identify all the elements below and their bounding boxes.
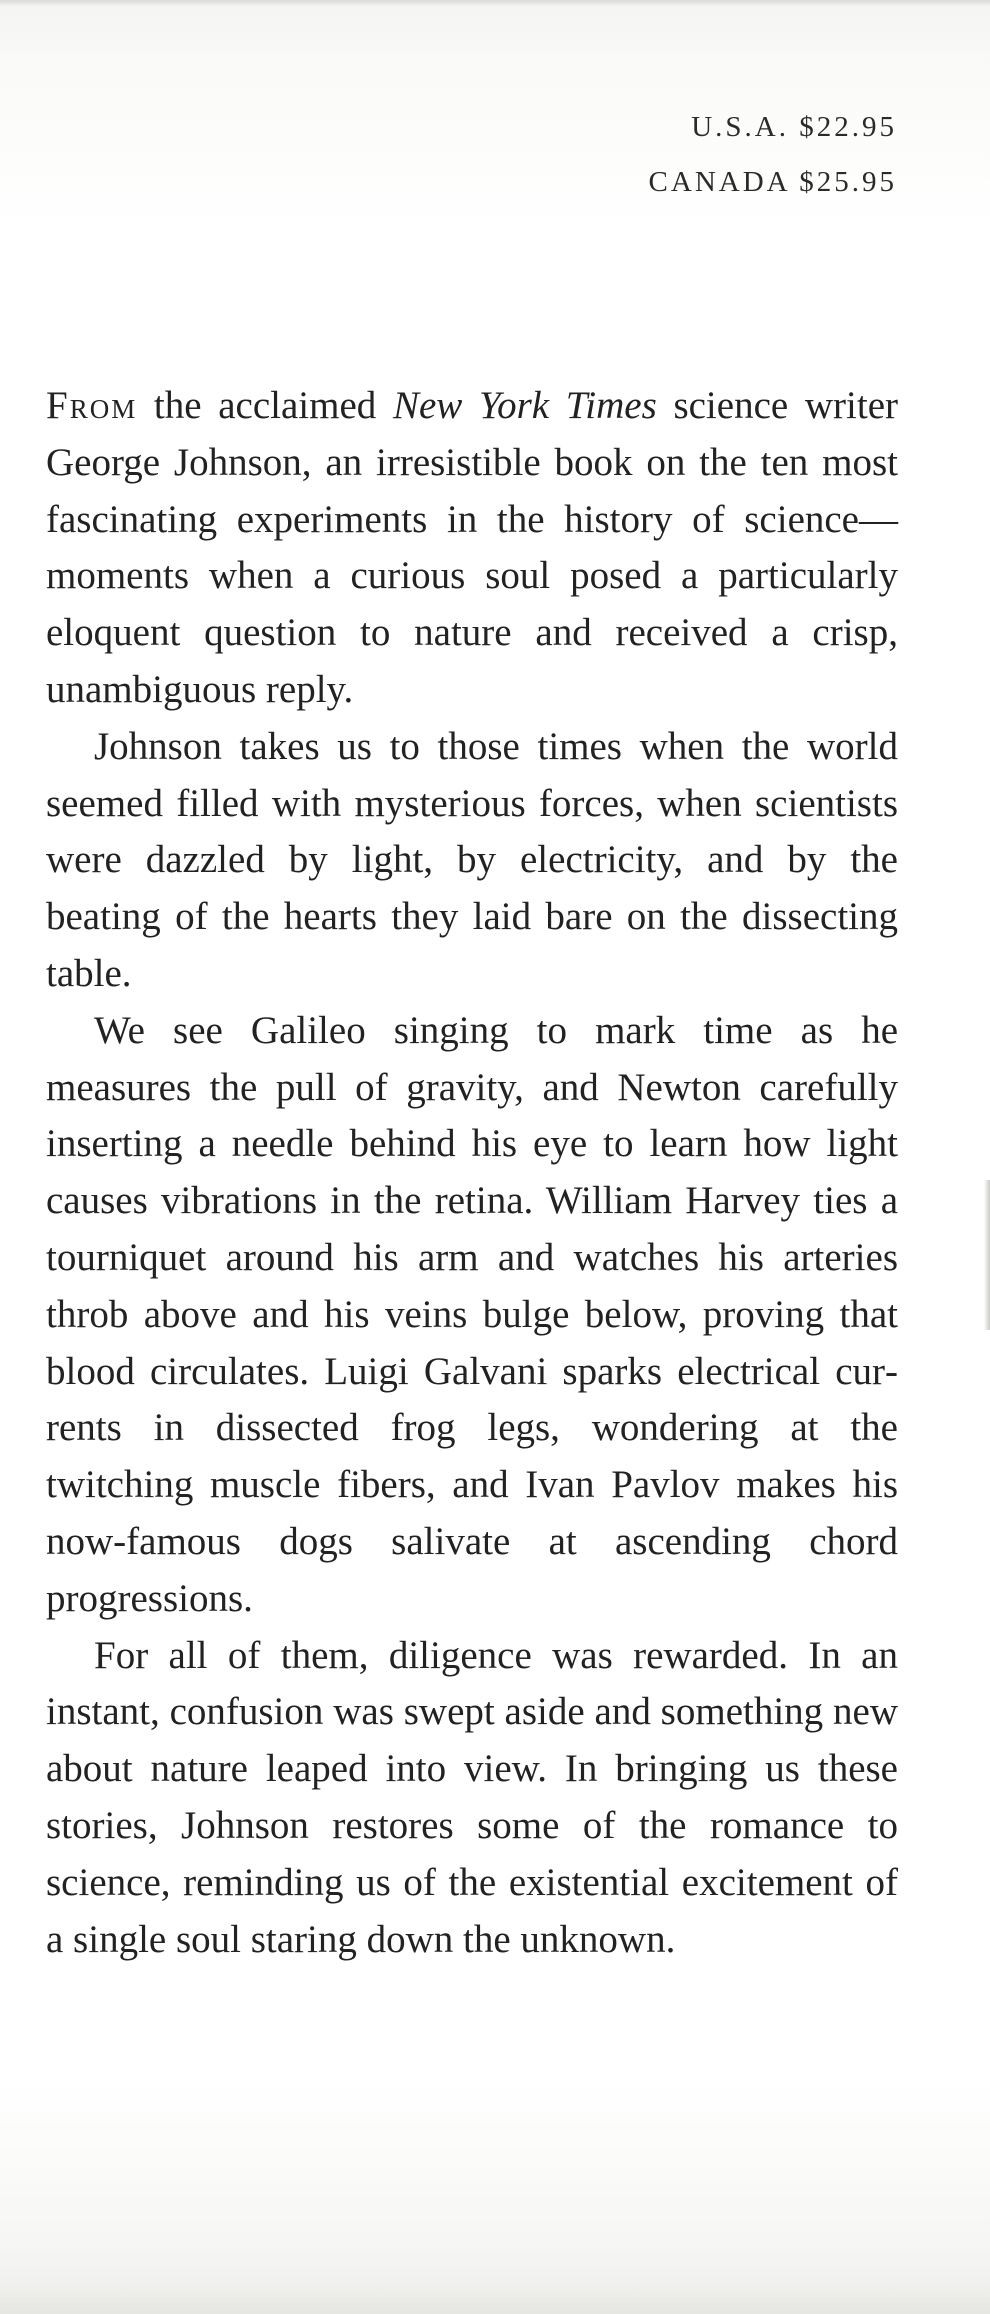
description-paragraph-2: Johnson takes us to those times when the world seemed filled with mysterious forces, when scientists were dazzled by light, by electricity, and by the beating of the hearts they laid bare on the dissecting table. bbox=[46, 724, 898, 995]
paper-top-edge bbox=[0, 0, 990, 6]
description-paragraph-1 bbox=[46, 378, 898, 719]
newspaper-title: New York Times bbox=[392, 384, 657, 427]
paragraph-1-text-a: the acclaimed bbox=[137, 384, 393, 427]
description-paragraph-4: For all of them, diligence was rewarded. In an instant, confusion was swept aside and something new about nature leaped into view. In bringing us these stories, Johnson restores some of the romance to science, reminding us of the existential excitement of a single soul staring down the unknown. bbox=[46, 1633, 898, 1961]
price-usa: U.S.A. $22.95 bbox=[691, 111, 897, 143]
paper-fold-shadow bbox=[984, 1180, 990, 1330]
price-canada: CANADA $25.95 bbox=[648, 166, 897, 198]
opening-word: From bbox=[46, 384, 138, 427]
jacket-description bbox=[46, 378, 898, 1968]
paper-bottom-edge bbox=[0, 2286, 990, 2314]
price-block bbox=[649, 100, 897, 210]
paragraph-1-text-b: science writer George Johnson, an irresistible book on the ten most fascinating experiments in the history of science—moments when a curious soul posed a particularly eloquent question to nature and received a crisp, unambiguous reply. bbox=[46, 384, 898, 711]
description-paragraph-3: We see Galileo singing to mark time as he measures the pull of gravity, and Newton carefully inserting a needle behind his eye to learn how light causes vibrations in the retina. William Harvey ties a tourniquet around his arm and watches his arteries throb above and his veins bulge below, proving that blood circulates. Luigi Galvani sparks electrical currents in dissected frog legs, wondering at the twitching muscle fibers, and Ivan Pavlov makes his now-famous dogs salivate at ascending chord progressions. bbox=[46, 1008, 898, 1620]
